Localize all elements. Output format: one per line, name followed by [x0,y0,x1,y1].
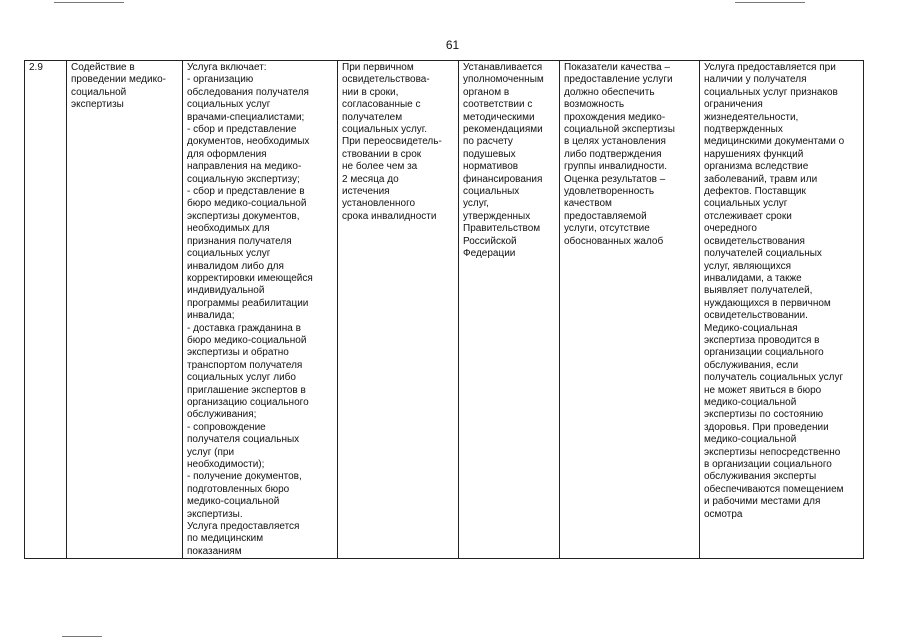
cell-text-line: согласованные с [342,99,421,111]
cell-text-line: нормативов [463,161,519,173]
cell-text-line: экспертизы документов, [187,210,300,222]
cell-text-line: программы реабилитации [187,297,309,309]
scan-edge-mark-bottom [62,636,102,637]
cell-text-line: экспертиза проводится в [704,334,820,346]
cell-text-line: предоставляемой [564,210,647,222]
cell-text-line: признания получателя [187,235,292,247]
cell-text-line: Показатели качества – [564,62,671,73]
cell-text-line: Оценка результатов – [564,173,666,185]
cell-text-line: уполномоченным [463,74,544,86]
cell-text-line: очередного [704,223,757,235]
item-number: 2.9 [29,62,43,73]
cell-text-line: соответствии с [463,99,533,111]
service-name-cell [67,61,183,559]
cell-text-line: предоставление услуги [564,74,673,86]
cell-text-line: инвалидом либо для [187,260,284,272]
cell-text-line: по медицинским [187,533,264,545]
cell-text-line: социальных услуг либо [187,372,296,384]
scan-edge-mark-right [735,2,805,3]
cell-text-line: ствовании в срок [342,148,422,160]
cell-text-line: бюро медико-социальной [187,198,307,210]
cell-text-line: приглашение экспертов в [187,384,306,396]
cell-text-line: услуг (при [187,446,235,458]
cell-text-line: услуги, отсутствие [564,223,650,235]
cell-text-line: качеством [564,198,612,210]
cell-text-line: экспертизы. [187,508,243,520]
cell-text-line: в организации социального [704,459,832,470]
cell-text-line: экспертизы [71,99,124,111]
cell-text-line: обоснованных жалоб [564,235,664,247]
service-terms-cell [338,61,459,559]
cell-text-line: обслуживания, если [704,359,799,371]
quality-indicators-cell [560,61,700,559]
page-number: 61 [445,38,460,52]
cell-text-line: обследования получателя [187,86,309,98]
cell-text-line: здоровья. При проведении [704,421,829,433]
cell-text-line: освидетельствовании. [704,310,808,322]
cell-text-line: в целях установления [564,136,666,148]
cell-text-line: экспертизы непосредственно [704,446,841,458]
cell-text-line: не может явиться в бюро [704,384,822,396]
cell-text-line: показаниям [187,545,242,557]
cell-text-line: нии в сроки, [342,86,399,98]
cell-text-line: осмотра [704,508,743,520]
cell-text-line: индивидуальной [187,285,265,297]
cell-text-line: инвалидами, а также [704,272,802,284]
cell-text-line: освидетельствова- [342,74,430,86]
cell-text-line: получателя социальных [187,434,300,446]
cell-text-line: рекомендациями [463,124,543,136]
cell-text-line: группы инвалидности. [564,161,668,173]
cell-text-line: по расчету [463,136,513,148]
cell-text-line: методическими [463,111,535,123]
cell-text-line: должно обеспечить [564,86,655,98]
cell-text-line: жизнедеятельности, [704,111,799,123]
cell-text-line: социальных услуг [187,248,271,260]
cell-text-line: Российской [463,235,517,247]
cell-text-line: нуждающихся в первичном [704,297,831,309]
cell-text-line: - сбор и представление в [187,186,305,198]
cell-text-line: утвержденных [463,210,531,222]
cell-text-line: дефектов. Поставщик [704,186,806,198]
cell-text-line: - получение документов, [187,471,302,483]
cell-text-line: - организацию [187,74,254,86]
cell-text-line: направления на медико- [187,161,302,173]
cell-text-line: возможность [564,99,625,111]
cell-text-line: медицинскими документами о [704,136,845,148]
cell-text-line: корректировки имеющейся [187,272,313,284]
cell-text-line: проведении медико- [71,74,166,86]
cell-text-line: услуг, являющихся [704,260,792,272]
cell-text-line: социальных услуг признаков [704,86,838,98]
service-rate-cell [459,61,560,559]
cell-text-line: социальных услуг. [342,124,428,136]
cell-text-line: истечения [342,186,390,198]
cell-text-line: социальную экспертизу; [187,173,300,185]
cell-text-line: 2 месяца до [342,173,399,185]
cell-text-line: обслуживания; [187,409,257,421]
cell-text-line: органом в [463,86,510,98]
cell-text-line: социальной экспертизы [564,124,675,136]
cell-text-line: - сопровождение [187,421,266,433]
cell-text-line: удовлетворенность [564,186,655,198]
cell-text-line: и рабочими местами для [704,496,821,508]
cell-text-line: получатель социальных услуг [704,372,844,384]
cell-text-line: организацию социального [187,396,309,408]
cell-text-line: подтвержденных [704,124,783,136]
cell-text-line: организма вследствие [704,161,809,173]
conditions-cell [700,61,864,559]
cell-text-line: ограничения [704,99,763,111]
cell-text-line: экспертизы по состоянию [704,409,824,421]
cell-text-line: необходимости); [187,459,265,470]
cell-text-line: освидетельствования [704,235,805,247]
cell-text-line: Содействие в [71,62,135,73]
cell-text-line: не более чем за [342,161,418,173]
cell-text-line: обслуживания эксперты [704,471,817,483]
cell-text-line: инвалида; [187,310,235,322]
cell-text-line: При первичном [342,62,414,73]
cell-text-line: медико-социальной [704,434,797,446]
cell-text-line: При переосвидетель- [342,136,442,148]
cell-text-line: прохождения медико- [564,111,666,123]
cell-text-line: получателей социальных [704,248,822,260]
cell-text-line: получателем [342,111,403,123]
cell-text-line: Устанавливается [463,62,543,73]
cell-text-line: установленного [342,198,416,210]
cell-text-line: услуг, [463,198,489,210]
cell-text-line: обеспечиваются помещением [704,483,844,495]
cell-text-line: выявляет получателей, [704,285,813,297]
cell-text-line: Услуга предоставляется [187,521,300,533]
cell-text-line: медико-социальной [704,396,797,408]
cell-text-line: документов, необходимых [187,136,310,148]
cell-text-line: Правительством [463,223,541,235]
cell-text-line: либо подтверждения [564,148,662,160]
cell-text-line: транспортом получателя [187,359,303,371]
cell-text-line: бюро медико-социальной [187,334,307,346]
cell-text-line: социальных [463,186,520,198]
cell-text-line: организации социального [704,347,824,359]
cell-text-line: срока инвалидности [342,210,437,222]
services-table [24,60,864,559]
cell-text-line: медико-социальной [187,496,280,508]
cell-text-line: заболеваний, травм или [704,173,818,185]
service-contents-cell [183,61,338,559]
cell-text-line: финансирования [463,173,543,185]
item-number-cell [25,61,67,559]
cell-text-line: социальной [71,86,127,98]
cell-text-line: наличии у получателя [704,74,807,86]
cell-text-line: подушевых [463,148,516,160]
cell-text-line: Услуга предоставляется при [704,62,836,73]
table-row [25,61,864,559]
cell-text-line: - доставка гражданина в [187,322,301,334]
cell-text-line: Услуга включает: [187,62,267,73]
scan-edge-mark-left [54,2,124,3]
cell-text-line: Медико-социальная [704,322,798,334]
cell-text-line: подготовленных бюро [187,483,290,495]
cell-text-line: - сбор и представление [187,124,297,136]
cell-text-line: социальных услуг [704,198,788,210]
cell-text-line: нарушениях функций [704,148,804,160]
cell-text-line: необходимых для [187,223,270,235]
cell-text-line: отслеживает сроки [704,210,792,222]
cell-text-line: экспертизы и обратно [187,347,289,359]
cell-text-line: социальных услуг [187,99,271,111]
cell-text-line: Федерации [463,248,516,260]
cell-text-line: для оформления [187,148,267,160]
cell-text-line: врачами-специалистами; [187,111,305,123]
